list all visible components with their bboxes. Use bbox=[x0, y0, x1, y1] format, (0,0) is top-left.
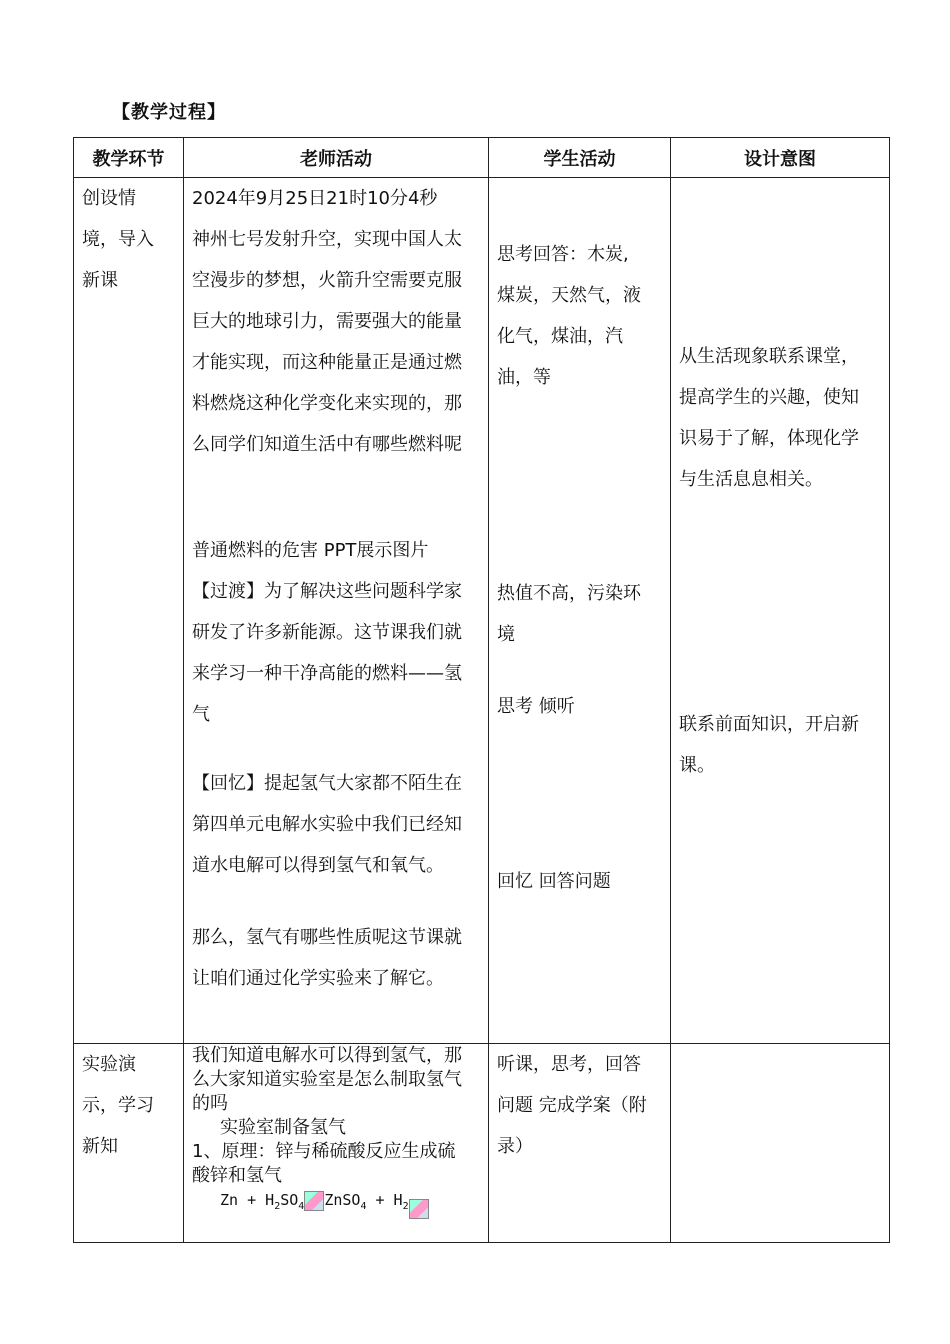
subheading: 实验室制备氢气 bbox=[220, 1117, 346, 1138]
broken-image-icon bbox=[409, 1199, 429, 1219]
student-line: 思考 倾听 bbox=[497, 696, 575, 717]
teacher-cell bbox=[184, 1044, 489, 1243]
stage-line: 示，学习 bbox=[82, 1095, 154, 1116]
stage-line: 境，导入 bbox=[82, 229, 154, 250]
teacher-line: 研发了许多新能源。这节课我们就 bbox=[192, 622, 462, 643]
section-title: 【教学过程】 bbox=[112, 102, 226, 123]
intent-line: 课。 bbox=[679, 755, 715, 776]
teacher-line: 第四单元电解水实验中我们已经知 bbox=[192, 814, 462, 835]
header-student: 学生活动 bbox=[489, 138, 671, 178]
student-line: 思考回答：木炭, bbox=[497, 244, 629, 265]
stage-line: 新知 bbox=[82, 1136, 118, 1157]
student-line: 热值不高，污染环 bbox=[497, 583, 641, 604]
table-row bbox=[74, 1044, 890, 1243]
intent-line: 识易于了解，体现化学 bbox=[679, 428, 859, 449]
header-teacher: 老师活动 bbox=[184, 138, 489, 178]
stage-cell bbox=[74, 178, 184, 1044]
stage-line: 实验演 bbox=[82, 1054, 136, 1075]
student-line: 问题 完成学案（附 bbox=[497, 1095, 647, 1116]
stage-cell bbox=[74, 1044, 184, 1243]
intent-line: 与生活息息相关。 bbox=[679, 469, 823, 490]
teacher-cell bbox=[184, 178, 489, 1044]
teacher-line: 气 bbox=[192, 704, 210, 725]
student-line: 油，等 bbox=[497, 367, 551, 388]
teacher-line: 么同学们知道生活中有哪些燃料呢 bbox=[192, 434, 462, 455]
teacher-line: 么大家知道实验室是怎么制取氢气 bbox=[192, 1069, 462, 1090]
teacher-line: 让咱们通过化学实验来了解它。 bbox=[192, 968, 444, 989]
student-cell bbox=[489, 1044, 671, 1243]
teacher-line: 2024年9月25日21时10分4秒 bbox=[192, 188, 438, 209]
stage-line: 新课 bbox=[82, 270, 118, 291]
chemical-equation: $Zn + H_2SO_4$ ZnSO$_4$ + $H_2$ bbox=[192, 1188, 480, 1219]
header-intent: 设计意图 bbox=[671, 138, 890, 178]
teacher-line: 我们知道电解水可以得到氢气，那 bbox=[192, 1045, 462, 1066]
teacher-line: 普通燃料的危害 PPT展示图片 bbox=[192, 540, 429, 561]
teacher-line: 1、原理：锌与稀硫酸反应生成硫 bbox=[192, 1141, 456, 1162]
student-line: 化气，煤油，汽 bbox=[497, 326, 623, 347]
intent-line: 提高学生的兴趣，使知 bbox=[679, 387, 859, 408]
student-line: 回忆 回答问题 bbox=[497, 871, 611, 892]
header-row bbox=[74, 138, 890, 178]
stage-line: 创设情 bbox=[82, 188, 136, 209]
broken-image-icon bbox=[304, 1191, 324, 1211]
table-row bbox=[74, 178, 890, 1044]
teacher-line: 酸锌和氢气 bbox=[192, 1165, 282, 1186]
student-line: 境 bbox=[497, 624, 515, 645]
teacher-line: 的吗 bbox=[192, 1093, 228, 1114]
teacher-line: 料燃烧这种化学变化来实现的，那 bbox=[192, 393, 462, 414]
teacher-line: 空漫步的梦想，火箭升空需要克服 bbox=[192, 270, 462, 291]
student-cell bbox=[489, 178, 671, 1044]
teacher-line: 巨大的地球引力，需要强大的能量 bbox=[192, 311, 462, 332]
intent-line: 联系前面知识，开启新 bbox=[679, 714, 859, 735]
teacher-line: 来学习一种干净高能的燃料——氢 bbox=[192, 663, 462, 684]
teacher-line: 【回忆】提起氢气大家都不陌生在 bbox=[192, 773, 462, 794]
student-line: 煤炭，天然气，液 bbox=[497, 285, 641, 306]
student-line: 听课，思考，回答 bbox=[497, 1054, 641, 1075]
teacher-line: 【过渡】为了解决这些问题科学家 bbox=[192, 581, 462, 602]
teacher-line: 道水电解可以得到氢气和氧气。 bbox=[192, 855, 444, 876]
header-stage: 教学环节 bbox=[74, 138, 184, 178]
teacher-line: 神州七号发射升空，实现中国人太 bbox=[192, 229, 462, 250]
intent-cell bbox=[671, 1044, 890, 1243]
teacher-line: 才能实现，而这种能量正是通过燃 bbox=[192, 352, 462, 373]
intent-line: 从生活现象联系课堂， bbox=[679, 346, 859, 367]
teacher-line: 那么，氢气有哪些性质呢这节课就 bbox=[192, 927, 462, 948]
lesson-plan-table bbox=[73, 137, 890, 1243]
intent-cell bbox=[671, 178, 890, 1044]
student-line: 录） bbox=[497, 1136, 533, 1157]
